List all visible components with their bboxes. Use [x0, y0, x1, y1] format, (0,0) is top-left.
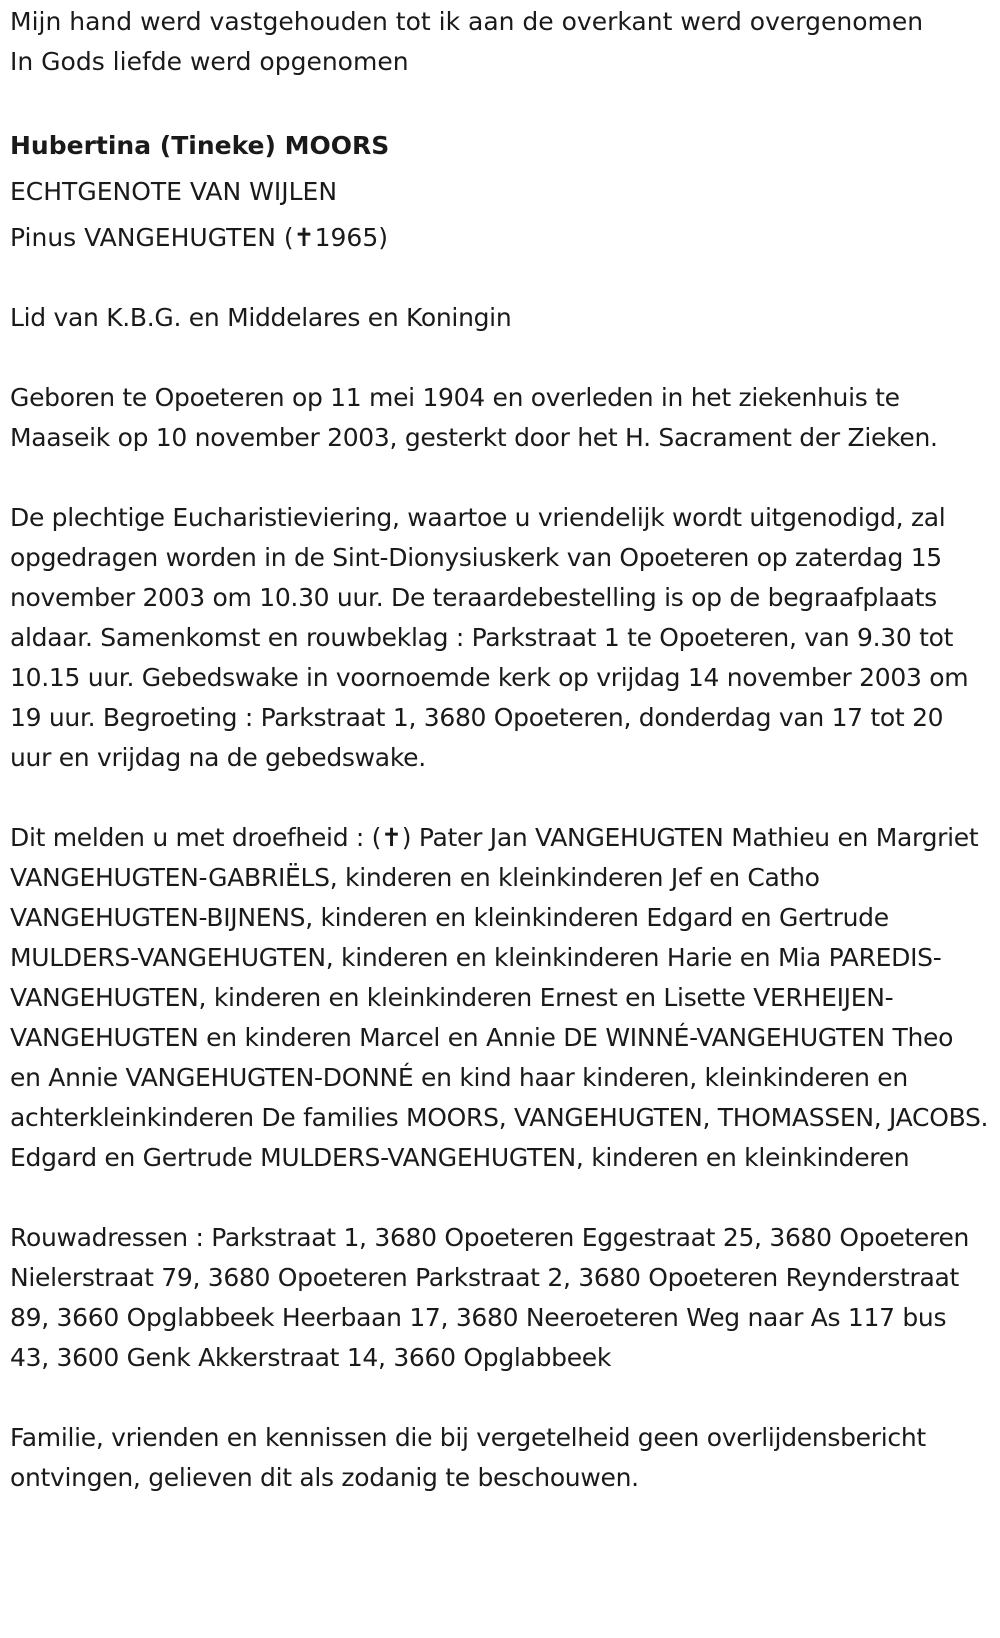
deceased-relation: ECHTGENOTE VAN WIJLEN: [10, 177, 338, 206]
spacer: [10, 258, 990, 298]
ceremony-paragraph: De plechtige Eucharistieviering, waartoe u vriendelijk wordt uitgenodigd, zal opgedragen worden in de Sint-Dionysiuskerk van Opoeteren op zaterdag 15 november 2003 om 10.30 uur. De teraardebestelling is op de begraafplaats aldaar. Samenkomst en rouwbeklag : Parkstraat 1 te Opoeteren, van 9.30 tot 10.15 uur. Gebedswake in voornoemde kerk op vrijdag 14 november 2003 om 19 uur. Begroeting : Parkstraat 1, 3680 Opoeteren, donderdag van 17 tot 20 uur en vrijdag na de gebedswake.: [10, 503, 969, 772]
birth-death-paragraph: Geboren te Opoeteren op 11 mei 1904 en overleden in het ziekenhuis te Maaseik op 10 november 2003, gesterkt door het H. Sacrament der Zieken.: [10, 383, 938, 452]
intro-line-1: Mijn hand werd vastgehouden tot ik aan de overkant werd overgenomen: [10, 7, 924, 36]
intro-line-2: In Gods liefde werd opgenomen: [10, 47, 409, 76]
deceased-name: Hubertina (Tineke) MOORS: [10, 131, 390, 160]
spacer: [10, 82, 990, 122]
family-paragraph: Dit melden u met droefheid : (✝) Pater Jan VANGEHUGTEN Mathieu en Margriet VANGEHUGTEN-GABRIËLS, kinderen en kleinkinderen Jef en Catho VANGEHUGTEN-BIJNENS, kinderen en kleinkinderen Edgard en Gertrude MULDERS-VANGEHUGTEN, kinderen en kleinkinderen Harie en Mia PAREDIS-VANGEHUGTEN, kinderen en kleinkinderen Ernest en Lisette VERHEIJEN-VANGEHUGTEN en kinderen Marcel en Annie DE WINNÉ-VANGEHUGTEN Theo en Annie VANGEHUGTEN-DONNÉ en kind haar kinderen, kleinkinderen en achterkleinkinderen De families MOORS, VANGEHUGTEN, THOMASSEN, JACOBS. Edgard en Gertrude MULDERS-VANGEHUGTEN, kinderen en kleinkinderen: [10, 823, 989, 1172]
deceased-spouse: Pinus VANGEHUGTEN (✝1965): [10, 223, 388, 252]
closing-paragraph: Familie, vrienden en kennissen die bij vergetelheid geen overlijdensbericht ontvingen, gelieven dit als zodanig te beschouwen.: [10, 1423, 926, 1492]
membership-text: Lid van K.B.G. en Middelares en Koningin: [10, 303, 512, 332]
addresses-paragraph: Rouwadressen : Parkstraat 1, 3680 Opoeteren Eggestraat 25, 3680 Opoeteren Nielerstraat 79, 3680 Opoeteren Parkstraat 2, 3680 Opoeteren Reynderstraat 89, 3660 Opglabbeek Heerbaan 17, 3680 Neeroeteren Weg naar As 117 bus 43, 3600 Genk Akkerstraat 14, 3660 Opglabbeek: [10, 1223, 970, 1372]
